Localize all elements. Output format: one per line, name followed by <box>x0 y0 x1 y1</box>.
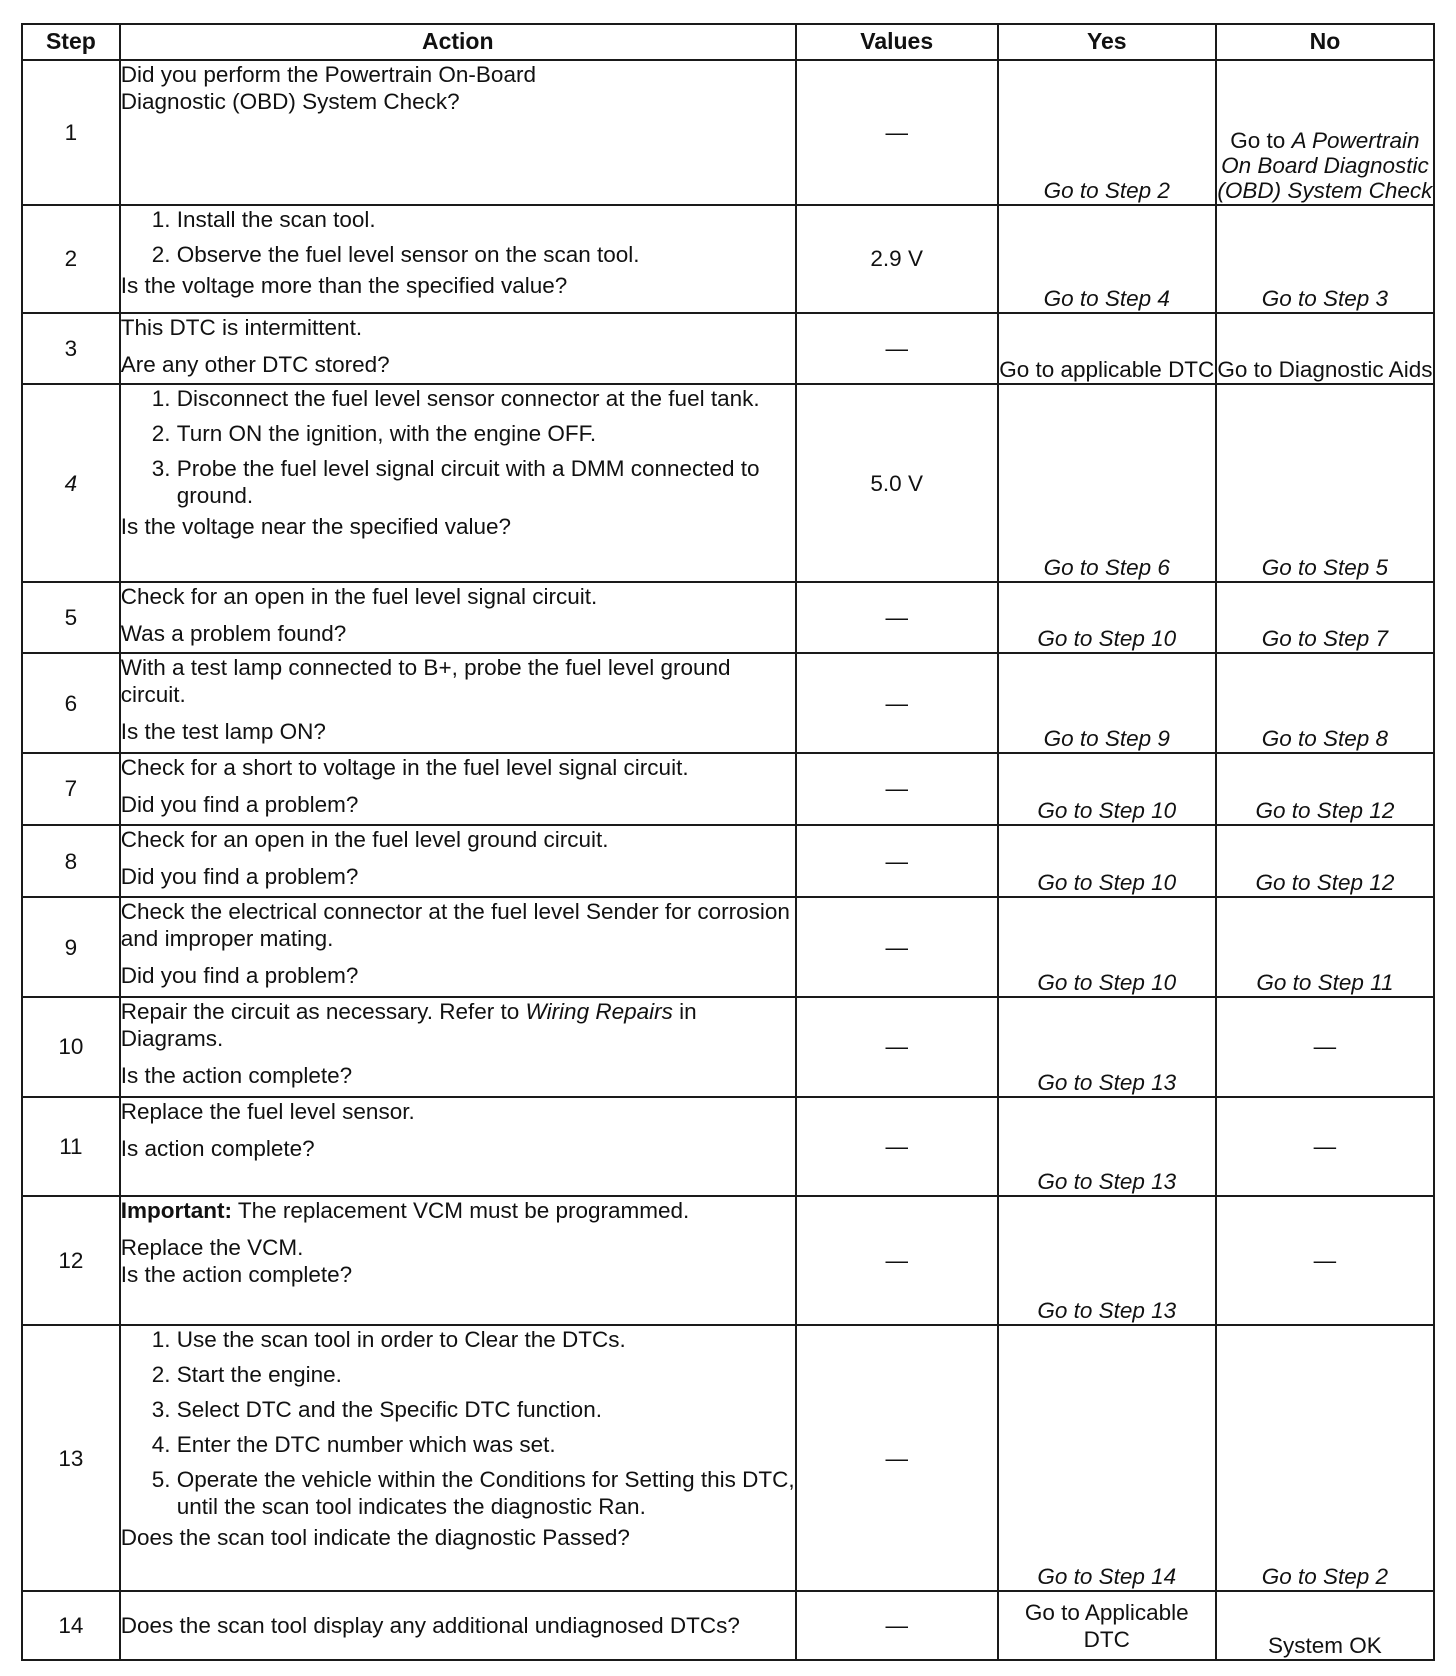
step-number: 5 <box>22 582 120 654</box>
action-steps <box>121 206 795 268</box>
yes-cell[interactable]: Go to Step 13 <box>998 997 1216 1097</box>
yes-cell[interactable]: Go to Step 10 <box>998 753 1216 825</box>
action-question: Is the action complete? <box>120 1262 353 1288</box>
value-cell: — <box>796 1591 998 1660</box>
action-step: 3. Probe the fuel level signal circuit with a DMM connected to ground. <box>177 455 795 509</box>
value-cell: — <box>796 1097 998 1197</box>
action-text: Check the electrical connector at the fuel level Sender for corrosion and improper mating. <box>120 899 790 952</box>
yes-cell[interactable]: Go to Step 2 <box>998 60 1216 205</box>
action-cell <box>120 1196 796 1325</box>
step-number: 1 <box>22 60 120 205</box>
action-cell <box>120 897 796 997</box>
action-question: Is the test lamp ON? <box>120 719 326 745</box>
yes-cell[interactable]: Go to Step 9 <box>998 653 1216 753</box>
value-cell: — <box>796 897 998 997</box>
value-cell: — <box>796 653 998 753</box>
yes-cell[interactable]: Go to Step 14 <box>998 1325 1216 1592</box>
action-text: Replace the fuel level sensor. <box>120 1098 415 1124</box>
table-row <box>22 1196 1434 1325</box>
action-cell <box>120 753 796 825</box>
action-step: 3. Select DTC and the Specific DTC function. <box>177 1396 795 1423</box>
action-text: This DTC is intermittent. <box>120 314 363 340</box>
no-cell[interactable]: Go to Step 7 <box>1216 582 1434 654</box>
no-cell: — <box>1216 1196 1434 1325</box>
table-row <box>22 1325 1434 1592</box>
value-cell: — <box>796 825 998 898</box>
action-step: 1. Disconnect the fuel level sensor connector at the fuel tank. <box>177 385 795 412</box>
action-cell <box>120 205 796 313</box>
no-cell: System OK <box>1216 1591 1434 1660</box>
action-question: Is the voltage near the specified value? <box>120 514 512 540</box>
yes-cell[interactable]: Go to applicable DTC <box>998 313 1216 385</box>
step-number: 11 <box>22 1097 120 1197</box>
header-values: Values <box>796 24 998 60</box>
step-number: 9 <box>22 897 120 997</box>
yes-cell[interactable]: Go to Step 13 <box>998 1196 1216 1325</box>
action-text: With a test lamp connected to B+, probe the fuel level ground circuit. <box>120 655 731 708</box>
action-text: Check for a short to voltage in the fuel level signal circuit. <box>120 754 689 780</box>
no-cell[interactable]: Go to Step 3 <box>1216 205 1434 313</box>
value-cell: — <box>796 1325 998 1592</box>
action-cell <box>120 653 796 753</box>
step-number: 14 <box>22 1591 120 1660</box>
action-cell <box>120 1097 796 1197</box>
action-question: Is the action complete? <box>120 1063 353 1089</box>
action-step: 5. Operate the vehicle within the Conditions for Setting this DTC, until the scan tool indicates the diagnostic Ran. <box>177 1466 795 1520</box>
value-cell: — <box>796 1196 998 1325</box>
no-cell[interactable]: Go to Step 12 <box>1216 825 1434 898</box>
table-row <box>22 653 1434 753</box>
action-question: Was a problem found? <box>120 620 347 646</box>
yes-cell[interactable]: Go to Step 4 <box>998 205 1216 313</box>
yes-cell[interactable]: Go to Step 6 <box>998 384 1216 581</box>
no-link-text: A Powertrain On Board Diagnostic (OBD) System Check <box>1217 128 1433 204</box>
wiring-repairs-reference[interactable]: Wiring Repairs <box>525 999 673 1025</box>
value-cell: — <box>796 997 998 1097</box>
table-row <box>22 753 1434 825</box>
value-cell: 2.9 V <box>796 205 998 313</box>
table-row <box>22 60 1434 205</box>
action-question: Does the scan tool display any additional undiagnosed DTCs? <box>120 1613 740 1639</box>
no-cell[interactable]: Go to Step 11 <box>1216 897 1434 997</box>
action-text: Replace the VCM. <box>120 1235 304 1261</box>
action-question: Did you find a problem? <box>120 791 359 817</box>
action-question: Does the scan tool indicate the diagnostic Passed? <box>120 1524 630 1550</box>
action-text <box>121 998 795 1052</box>
action-cell <box>120 384 796 581</box>
action-cell <box>120 997 796 1097</box>
action-text: Did you perform the Powertrain On-Board <box>120 62 536 87</box>
important-label: Important: <box>120 1198 233 1224</box>
action-text: Check for an open in the fuel level signal circuit. <box>120 583 598 609</box>
action-text-post: in Diagrams. <box>120 999 697 1052</box>
action-question: Is action complete? <box>120 1135 315 1161</box>
no-cell: — <box>1216 1097 1434 1197</box>
value-cell: — <box>796 753 998 825</box>
no-cell[interactable]: Go to Diagnostic Aids <box>1216 313 1434 385</box>
header-no: No <box>1216 24 1434 60</box>
action-question: Are any other DTC stored? <box>120 351 390 377</box>
header-yes: Yes <box>998 24 1216 60</box>
step-number: 12 <box>22 1196 120 1325</box>
action-cell <box>120 582 796 654</box>
action-question: Is the voltage more than the specified value? <box>120 272 568 298</box>
step-number: 4 <box>22 384 120 581</box>
no-cell[interactable]: Go to Step 2 <box>1216 1325 1434 1592</box>
action-step: 1. Use the scan tool in order to Clear the DTCs. <box>177 1326 795 1353</box>
table-row <box>22 825 1434 898</box>
value-cell: — <box>796 60 998 205</box>
action-step: 2. Observe the fuel level sensor on the scan tool. <box>177 241 795 268</box>
table-row <box>22 1591 1434 1660</box>
value-cell: — <box>796 313 998 385</box>
action-cell <box>120 1325 796 1592</box>
yes-cell[interactable]: Go to Step 13 <box>998 1097 1216 1197</box>
no-cell[interactable]: Go to Step 8 <box>1216 653 1434 753</box>
no-cell: — <box>1216 997 1434 1097</box>
yes-cell[interactable]: Go to Step 10 <box>998 825 1216 898</box>
yes-cell[interactable]: Go to Applicable DTC <box>998 1591 1216 1660</box>
table-row <box>22 897 1434 997</box>
action-question: Did you find a problem? <box>120 963 359 989</box>
table-row <box>22 205 1434 313</box>
action-text: Check for an open in the fuel level ground circuit. <box>120 826 609 852</box>
table-row <box>22 1097 1434 1197</box>
table-row <box>22 384 1434 581</box>
table-row <box>22 582 1434 654</box>
step-number: 3 <box>22 313 120 385</box>
step-number: 2 <box>22 205 120 313</box>
step-number: 6 <box>22 653 120 753</box>
action-steps <box>121 1326 795 1520</box>
action-question: Diagnostic (OBD) System Check? <box>120 89 460 114</box>
action-step: 1. Install the scan tool. <box>177 206 795 233</box>
header-step: Step <box>22 24 120 60</box>
table-row <box>22 313 1434 385</box>
action-text-pre: Repair the circuit as necessary. Refer to <box>120 999 526 1025</box>
table-row <box>22 997 1434 1097</box>
action-step: 2. Start the engine. <box>177 1361 795 1388</box>
action-step: 2. Turn ON the ignition, with the engine OFF. <box>177 420 795 447</box>
value-cell: 5.0 V <box>796 384 998 581</box>
step-number: 10 <box>22 997 120 1097</box>
step-number: 13 <box>22 1325 120 1592</box>
yes-cell[interactable]: Go to Step 10 <box>998 897 1216 997</box>
important-note <box>121 1197 795 1224</box>
header-action: Action <box>120 24 796 60</box>
no-prefix: Go to <box>1230 128 1292 154</box>
no-cell[interactable] <box>1216 60 1434 205</box>
action-cell <box>120 1591 796 1660</box>
yes-cell[interactable]: Go to Step 10 <box>998 582 1216 654</box>
header-row <box>22 24 1434 60</box>
action-question: Did you find a problem? <box>120 863 359 889</box>
value-cell: — <box>796 582 998 654</box>
action-step: 4. Enter the DTC number which was set. <box>177 1431 795 1458</box>
action-cell <box>120 60 796 205</box>
no-cell[interactable]: Go to Step 5 <box>1216 384 1434 581</box>
diagnostic-table <box>21 23 1435 1661</box>
important-text: The replacement VCM must be programmed. <box>232 1198 690 1224</box>
action-cell <box>120 313 796 385</box>
no-cell[interactable]: Go to Step 12 <box>1216 753 1434 825</box>
action-cell <box>120 825 796 898</box>
step-number: 8 <box>22 825 120 898</box>
step-number: 7 <box>22 753 120 825</box>
action-steps <box>121 385 795 509</box>
